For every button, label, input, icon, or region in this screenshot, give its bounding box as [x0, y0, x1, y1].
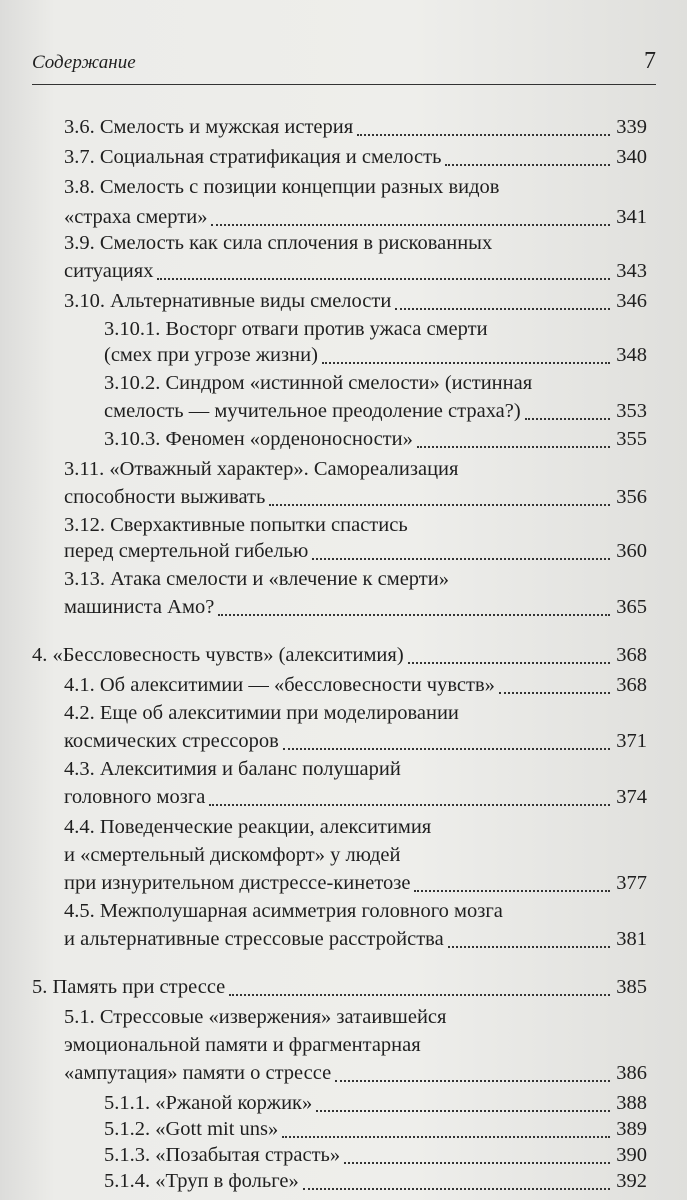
- toc-entry: 5.1.2. «Gott mit uns» 389: [104, 1118, 647, 1140]
- toc-entry: 3.9. Смелость как сила сплочения в рискованных: [64, 232, 493, 254]
- header-rule: [32, 84, 656, 85]
- toc-entry: 3.10. Альтернативные виды смелости 346: [64, 290, 647, 312]
- toc-entry: 3.10.2. Синдром «истинной смелости» (истинная: [104, 372, 533, 394]
- toc-entry: 3.12. Сверхактивные попытки спастись: [64, 514, 408, 536]
- toc-entry: 5.1.3. «Позабытая страсть» 390: [104, 1144, 647, 1166]
- toc-entry: космических стрессоров 371: [64, 730, 647, 752]
- toc-entry: эмоциональной памяти и фрагментарная: [64, 1034, 421, 1056]
- toc-entry: 3.10.3. Феномен «орденоносности» 355: [104, 428, 647, 450]
- toc-entry: 5.1.4. «Труп в фольге» 392: [104, 1170, 647, 1192]
- toc-entry: 3.13. Атака смелости и «влечение к смерти»: [64, 568, 449, 590]
- toc-entry: смелость — мучительное преодоление страха?) 353: [104, 400, 647, 422]
- toc-entry: 3.7. Социальная стратификация и смелость 340: [64, 146, 647, 168]
- toc-entry: 5.1.1. «Ржаной коржик» 388: [104, 1092, 647, 1114]
- toc-entry: 4.5. Межполушарная асимметрия головного мозга: [64, 900, 503, 922]
- toc-entry: «ампутация» памяти о стрессе 386: [64, 1062, 647, 1084]
- toc-entry: 3.11. «Отважный характер». Самореализация: [64, 458, 459, 480]
- toc-entry: при изнурительном дистрессе-кинетозе 377: [64, 872, 647, 894]
- toc-entry: 4.2. Еще об алекситимии при моделировании: [64, 702, 459, 724]
- toc-entry: 3.10.1. Восторг отваги против ужаса смерти: [104, 318, 488, 340]
- toc-entry: 3.6. Смелость и мужская истерия 339: [64, 116, 647, 138]
- toc-entry: головного мозга 374: [64, 786, 647, 808]
- toc-entry: 4.4. Поведенческие реакции, алекситимия: [64, 816, 432, 838]
- toc-entry: 3.8. Смелость с позиции концепции разных видов: [64, 176, 500, 198]
- toc-entry: 4.1. Об алекситимии — «бессловесности чувств» 368: [64, 674, 647, 696]
- toc-entry: «страха смерти» 341: [64, 206, 647, 228]
- running-header: [32, 48, 656, 82]
- toc-chapter: 5. Память при стрессе 385: [32, 976, 647, 998]
- toc-entry: (смех при угрозе жизни) 348: [104, 344, 647, 366]
- toc-entry: и «смертельный дискомфорт» у людей: [64, 844, 401, 866]
- toc-entry: ситуациях 343: [64, 260, 647, 282]
- toc-entry: машиниста Амо? 365: [64, 596, 647, 618]
- toc-chapter: 4. «Бессловесность чувств» (алекситимия) 368: [32, 644, 647, 666]
- toc-entry: перед смертельной гибелью 360: [64, 540, 647, 562]
- toc-entry: способности выживать 356: [64, 486, 647, 508]
- toc-entry: и альтернативные стрессовые расстройства 381: [64, 928, 647, 950]
- toc-entry: 5.1. Стрессовые «извержения» затаившейся: [64, 1006, 447, 1028]
- header-title: Содержание: [32, 52, 136, 73]
- header-page-number: 7: [644, 48, 656, 74]
- toc-entry: 4.3. Алекситимия и баланс полушарий: [64, 758, 401, 780]
